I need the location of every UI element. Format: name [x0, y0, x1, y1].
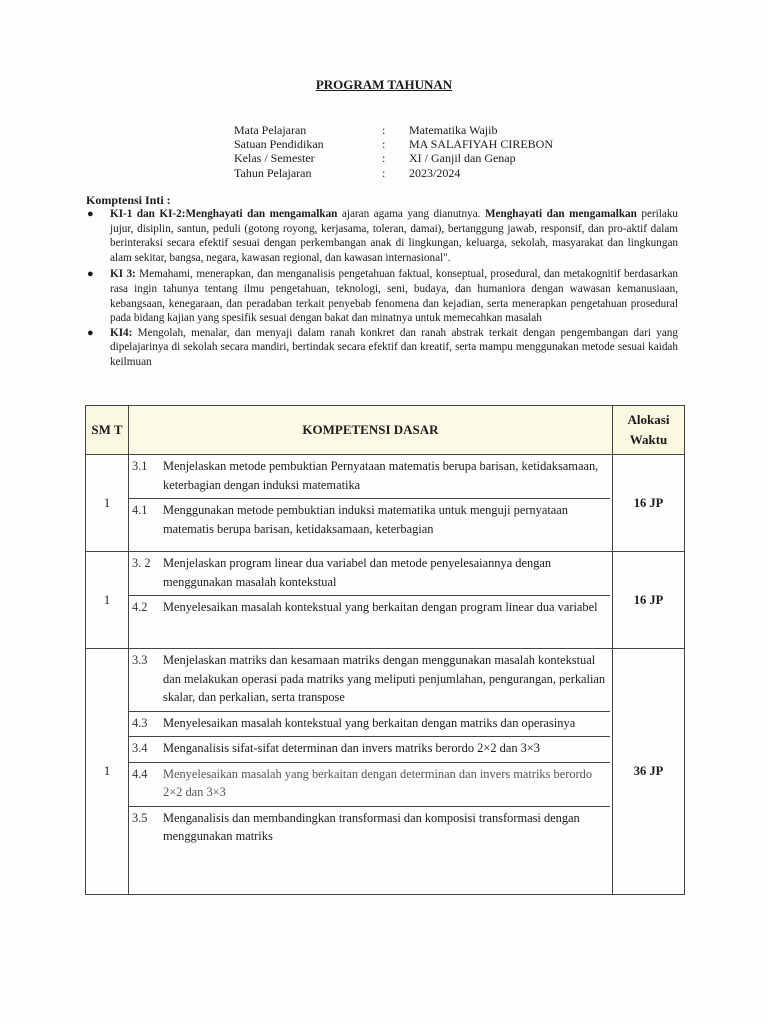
- header-smt: SM T: [86, 406, 129, 455]
- kd-item: 3.1 Menjelaskan metode pembuktian Pernyataan matematis berupa barisan, ketidaksamaan, keterbagian dengan induksi matematika: [129, 455, 610, 499]
- table-row: [86, 455, 685, 552]
- semester-cell: 1: [86, 552, 129, 649]
- meta-row-year: Tahun Pelajaran : 2023/2024: [234, 165, 461, 180]
- ki-item-3: ● KI 3: Memahami, menerapkan, dan menganalisis pengetahuan faktual, konseptual, prosedural, dan metakognitif berdasarkan rasa ingin tahunya tentang ilmu pengetahuan, teknologi, seni, budaya, dan humaniora dengan wawasan kemanusiaan, kebangsaan, kenegaraan, dan peradaban terkait penyebab fenomena dan kejadian, serta menerapkan pengetahuan prosedural pada bidang kajian yang spesifik sesuai dengan bakat dan minatnya untuk memecahkan masalah: [87, 268, 679, 325]
- ki-list: [86, 207, 678, 370]
- allocation-cell: 16 JP: [613, 552, 685, 649]
- kd-cell: [129, 455, 613, 552]
- kd-item: 3.5 Menganalisis dan membandingkan transformasi dan komposisi transformasi dengan menggunakan matriks: [132, 810, 580, 843]
- header-kompetensi-dasar: KOMPETENSI DASAR: [129, 406, 613, 455]
- allocation-cell: 16 JP: [613, 455, 685, 552]
- kd-item: 4.1 Menggunakan metode pembuktian induksi matematika untuk menguji pernyataan matematis berupa barisan, ketidaksamaan, keterbagian: [132, 503, 569, 536]
- table-row: [86, 552, 685, 649]
- kd-item: 3.4 Menganalisis sifat-sifat determinan dan invers matriks berordo 2×2 dan 3×3: [129, 737, 610, 763]
- kd-item: 4.3 Menyelesaikan masalah kontekstual yang berkaitan dengan matriks dan operasinya: [129, 712, 610, 738]
- bullet-icon: ●: [87, 326, 94, 339]
- header-alokasi-waktu: Alokasi Waktu: [613, 406, 685, 455]
- kd-item: 4.2 Menyelesaikan masalah kontekstual yang berkaitan dengan program linear dua variabel: [132, 600, 598, 614]
- allocation-cell: 36 JP: [613, 649, 685, 895]
- kd-item: 4.4 Menyelesaikan masalah yang berkaitan dengan determinan dan invers matriks berordo 2×2 dan 3×3: [129, 763, 610, 807]
- kd-item: 3.3 Menjelaskan matriks dan kesamaan matriks dengan menggunakan masalah kontekstual dan melakukan operasi pada matriks yang meliputi penjumlahan, pengurangan, perkalian skalar, dan perkalian, serta transpose: [129, 649, 610, 712]
- semester-cell: 1: [86, 649, 129, 895]
- semester-cell: 1: [86, 455, 129, 552]
- identity-block: [234, 123, 553, 180]
- table-row: [86, 649, 685, 895]
- table-header-row: [86, 406, 685, 455]
- kompetensi-dasar-table: [85, 405, 685, 895]
- kd-cell: [129, 649, 613, 895]
- ki-item-4: ● KI4: Mengolah, menalar, dan menyaji dalam ranah konkret dan ranah abstrak terkait dengan pengembangan dari yang dipelajarinya di sekolah secara mandiri, bertindak secara efektif dan kreatif, serta mampu menggunakan metode sesuai kaidah keilmuan: [87, 326, 678, 368]
- meta-row-class: Kelas / Semester : XI / Ganjil dan Genap: [234, 151, 516, 166]
- meta-row-subject: Mata Pelajaran : Matematika Wajib: [234, 123, 498, 137]
- meta-row-school: Satuan Pendidikan : MA SALAFIYAH CIREBON: [234, 137, 554, 152]
- ki-heading: Komptensi Inti :: [86, 193, 171, 207]
- kd-item: 3. 2 Menjelaskan program linear dua variabel dan metode penyelesaiannya dengan menggunakan masalah kontekstual: [129, 552, 610, 596]
- kd-cell: [129, 552, 613, 649]
- ki-item-1-2: ● KI-1 dan KI-2:Menghayati dan mengamalkan ajaran agama yang dianutnya. Menghayati dan mengamalkan perilaku jujur, disiplin, santun, peduli (gotong royong, kerjasama, toleran, damai), bertanggung jawab, responsif, dan pro-aktif dalam berinteraksi secara efektif sesuai dengan perkembangan anak di lingkungan, keluarga, sekolah, masyarakat dan lingkungan alam sekitar, bangsa, negara, kawasan regional, dan kawasan internasional".: [87, 208, 678, 264]
- page-title: PROGRAM TAHUNAN: [315, 77, 453, 92]
- bullet-icon: ●: [87, 268, 94, 281]
- bullet-icon: ●: [87, 208, 94, 220]
